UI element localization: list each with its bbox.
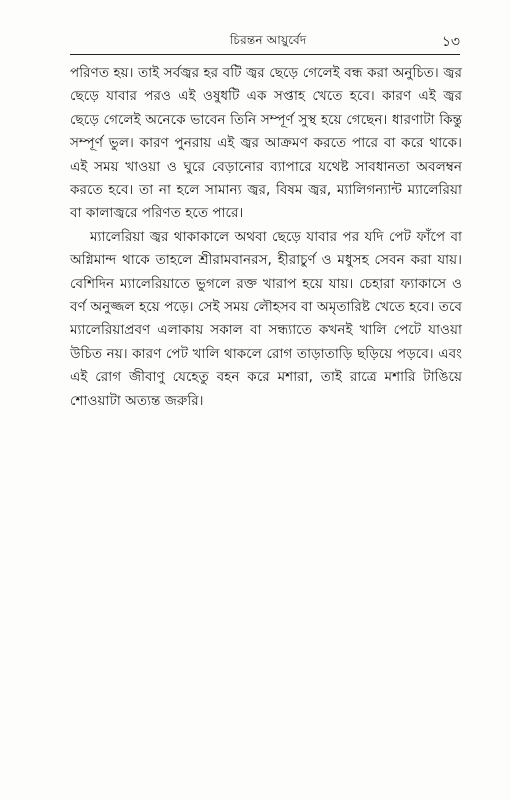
paragraph-2: ম্যালেরিয়া জ্বর থাকাকালে অথবা ছেড়ে যাবার পর যদি পেট ফাঁপে বা অগ্নিমান্দ থাকে তাহলে শ্রীরামবানরস, হীরাচুর্ণ ও মধুসহ সেবন করা যায়। বেশিদিন ম্যালেরিয়াতে ভুগলে রক্ত খারাপ হয়ে যায়। চেহারা ফ্যাকাসে ও বর্ণ অনুজ্জল হয়ে পড়ে। সেই সময় লৌহসব বা অমৃতারিষ্ট খেতে হবে। তবে ম্যালেরিয়াপ্রবণ এলাকায় সকাল বা সন্ধ্যাতে কখনই খালি পেটে যাওয়া উচিত নয়। কারণ পেট খালি থাকলে রোগ তাড়াতাড়ি ছড়িয়ে পড়বে। এবং এই রোগ জীবাণু যেহেতু বহন করে মশারা, তাই রাত্রে মশারি টাঙিয়ে শোওয়াটা অত্যন্ত জরুরি। xyxy=(70,228,462,409)
body-text xyxy=(70,62,462,413)
page-header xyxy=(70,30,460,52)
running-title: চিরন্তন আয়ুর্বেদ xyxy=(230,33,307,47)
paragraph-1: পরিণত হয়। তাই সর্বজ্বর হর বটি জ্বর ছেড়ে গেলেই বন্ধ করা অনুচিত। জ্বর ছেড়ে যাবার পরও এই ওষুধটি এক সপ্তাহ খেতে হবে। কারণ এই জ্বর ছেড়ে গেলেই অনেকে ভাবেন তিনি সম্পূর্ণ সুস্থ হয়ে গেছেন। ধারণাটা কিন্তু সম্পূর্ণ ভুল। কারণ পুনরায় এই জ্বর আক্রমণ করতে পারে বা করে থাকে। এই সময় খাওয়া ও ঘুরে বেড়ানোর ব্যাপারে যথেষ্ট সাবধানতা অবলম্বন করতে হবে। তা না হলে সামান্য জ্বর, বিষম জ্বর, ম্যালিগন্যান্ট ম্যালেরিয়া বা কালাজ্বরে পরিণত হতে পারে। xyxy=(70,65,462,222)
header-rule xyxy=(70,54,460,55)
page-number: ১৩ xyxy=(441,34,460,50)
